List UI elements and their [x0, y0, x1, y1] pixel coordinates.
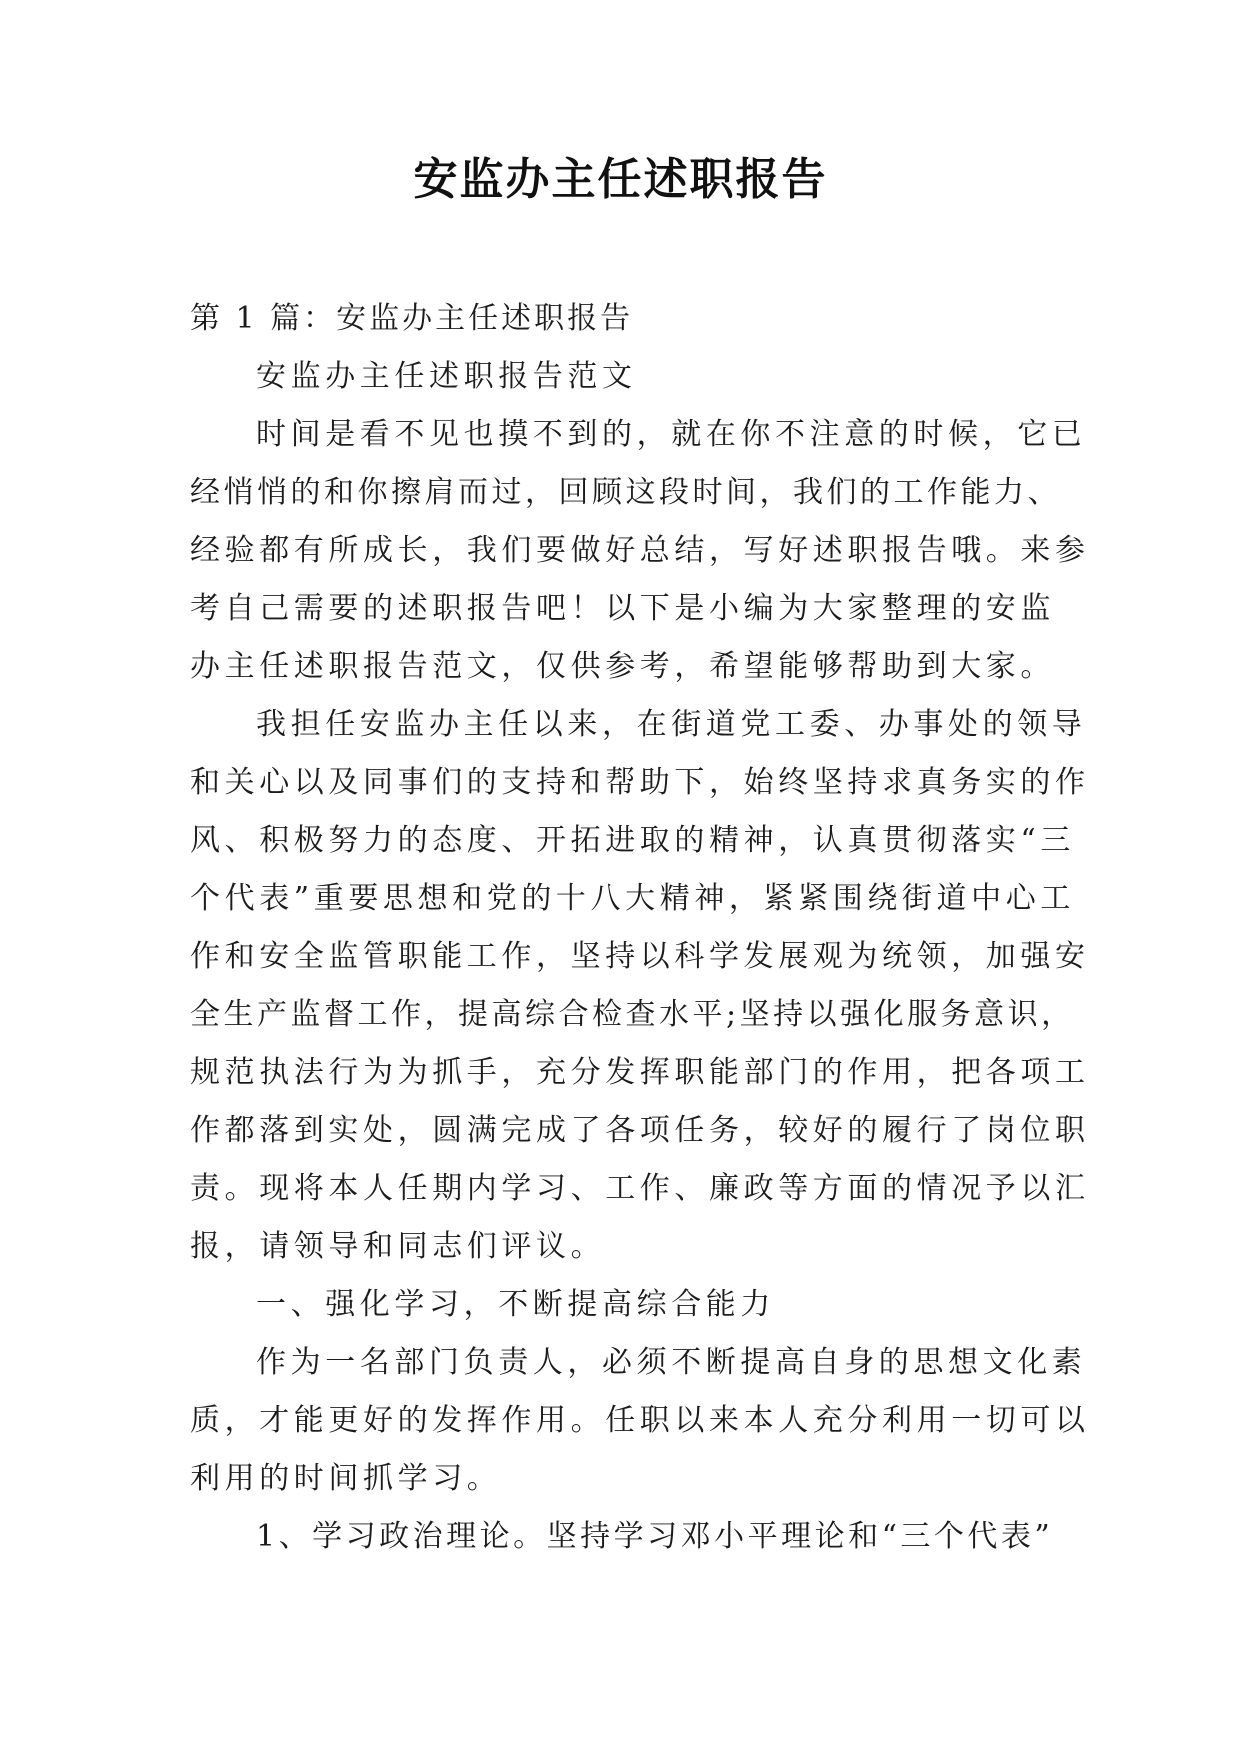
- paragraph-line: 责。现将本人任期内学习、工作、廉政等方面的情况予以汇: [190, 1171, 1090, 1206]
- paragraph-line: 办主任述职报告范文，仅供参考，希望能够帮助到大家。: [190, 649, 1055, 684]
- paragraph-line: 利用的时间抓学习。: [190, 1461, 502, 1496]
- paragraph-line: 经验都有所成长，我们要做好总结，写好述职报告哦。来参: [190, 533, 1090, 568]
- subtitle-line: 安监办主任述职报告范文: [256, 359, 637, 394]
- paragraph-line: 全生产监督工作，提高综合检查水平;坚持以强化服务意识，: [190, 997, 1075, 1032]
- paragraph-line: 规范执法行为为抓手，充分发挥职能部门的作用，把各项工: [190, 1055, 1090, 1090]
- paragraph-line: 作都落到实处，圆满完成了各项任务，较好的履行了岗位职: [190, 1113, 1090, 1148]
- paragraph-line: 1、学习政治理论。坚持学习邓小平理论和“三个代表”: [256, 1519, 1054, 1554]
- paragraph-line: 考自己需要的述职报告吧！以下是小编为大家整理的安监: [190, 591, 1055, 626]
- paragraph-line: 质，才能更好的发挥作用。任职以来本人充分利用一切可以: [190, 1403, 1090, 1438]
- document-body: [190, 290, 1090, 1566]
- document-title: 安监办主任述职报告: [413, 154, 828, 205]
- paragraph-line: 我担任安监办主任以来，在街道党工委、办事处的领导: [256, 707, 1087, 742]
- paragraph-line: 时间是看不见也摸不到的，就在你不注意的时候，它已: [256, 417, 1087, 452]
- paragraph-line: 和关心以及同事们的支持和帮助下，始终坚持求真务实的作: [190, 765, 1090, 800]
- paragraph-line: 报，请领导和同志们评议。: [190, 1229, 606, 1264]
- paragraph-line: 个代表”重要思想和党的十八大精神，紧紧围绕街道中心工: [190, 881, 1075, 916]
- section-heading: 一、强化学习，不断提高综合能力: [256, 1287, 775, 1322]
- paragraph-line: 经悄悄的和你擦肩而过，回顾这段时间，我们的工作能力、: [190, 475, 1061, 510]
- paragraph-line: 作和安全监管职能工作，坚持以科学发展观为统领，加强安: [190, 939, 1090, 974]
- paragraph-line: 风、积极努力的态度、开拓进取的精神，认真贯彻落实“三: [190, 823, 1075, 858]
- section-heading: 第 1 篇：安监办主任述职报告: [190, 301, 634, 336]
- paragraph-line: 作为一名部门负责人，必须不断提高自身的思想文化素: [256, 1345, 1087, 1380]
